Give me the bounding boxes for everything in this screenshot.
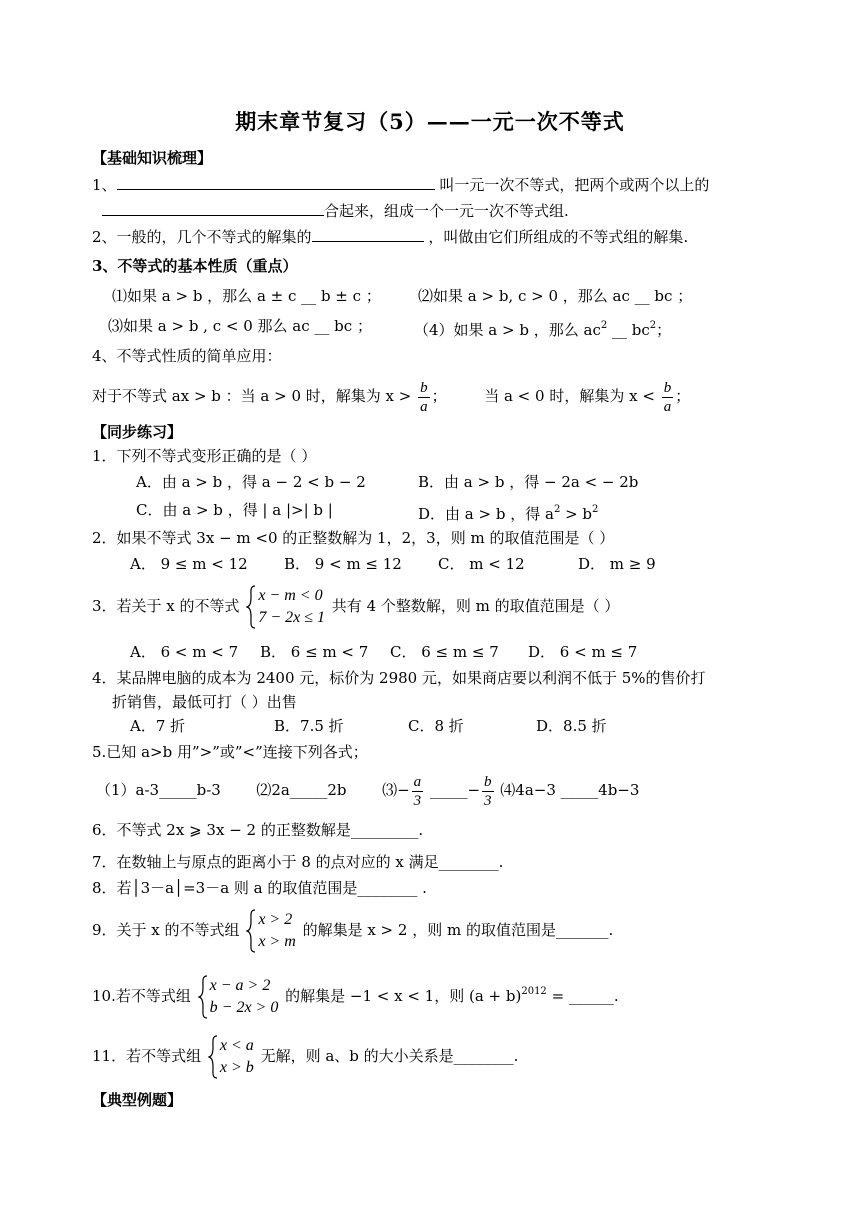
basics-q3-heading: 3、不等式的基本性质（重点）: [92, 257, 298, 275]
practice-q5-items: （1）a-3_____b-3 ⑵2a_____2b ⑶− $\frac{a}{3}$ _____− $\frac{b}{3}$ ⑷4a−3 _____4b−3: [96, 773, 640, 809]
practice-q2-option-a: A． 9 ≤ m < 12: [130, 555, 248, 573]
property-1: ⑴如果 a > b ，那么 a ± c __ b ± c ；: [112, 287, 381, 305]
practice-q2-option-d: D． m ≥ 9: [578, 555, 656, 573]
fraction-b-over-a: $\frac{b}{a}$: [420, 379, 428, 415]
practice-q1-option-b: B．由 a > b ，得 − 2a < − 2b: [418, 473, 639, 491]
left-brace-icon: [246, 585, 256, 629]
practice-q9: 9．关于 x 的不等式组 x > 2 x > m 的解集是 x > 2 ，则 m 的取值范围是_______.: [92, 904, 613, 956]
basics-q2: [92, 226, 688, 247]
answer-blank: [117, 174, 435, 190]
q-text: 2、一般的，几个不等式的解集的: [92, 228, 312, 246]
practice-q4-line2: 折销售，最低可打（ ）出售: [112, 693, 297, 711]
practice-q1-option-a: A．由 a > b ，得 a − 2 < b − 2: [136, 473, 366, 491]
fraction-b-over-3: $\frac{b}{3}$: [484, 773, 492, 809]
practice-q4-line1: 4．某品牌电脑的成本为 2400 元，标价为 2980 元，如果商店要以利润不低于 5%的售价打: [92, 669, 706, 687]
property-2: ⑵如果 a > b, c > 0 ，那么 ac __ bc ；: [418, 287, 693, 305]
answer-blank: [312, 226, 424, 242]
practice-q10: 10.若不等式组 x − a > 2 b − 2x > 0 的解集是 −1 < x < 1，则 $(a + b)^{2012}$ = ______.: [92, 966, 619, 1018]
property-3: ⑶如果 a > b , c < 0 那么 ac __ bc ；: [108, 317, 372, 335]
practice-q2: 2．如果不等式 3x − m <0 的正整数解为 1，2，3，则 m 的取值范围是（ ）: [92, 529, 615, 547]
practice-q5: 5.已知 a>b 用”>”或”<”连接下列各式；: [92, 743, 368, 761]
q-text: 叫一元一次不等式，把两个或两个以上的: [439, 176, 710, 194]
inequality-system: x < a x > b: [208, 1035, 254, 1079]
practice-q3-option-a: A． 6 < m < 7: [130, 643, 239, 661]
fraction-b-over-a: $\frac{b}{a}$: [663, 379, 672, 415]
q-text: 合起来，组成一个一元一次不等式组.: [324, 202, 569, 220]
practice-q1: 1．下列不等式变形正确的是（ ）: [92, 447, 317, 465]
practice-q1-option-d: D．由 a > b ，得 $a^2 > b^2$: [418, 504, 599, 523]
left-brace-icon: [198, 975, 208, 1019]
answer-blank: [102, 200, 324, 216]
practice-q3: 3．若关于 x 的不等式 x − m < 0 7 − 2x ≤ 1 共有 4 个整数解，则 m 的取值范围是（ ）: [92, 580, 619, 632]
practice-q1-option-c: C．由 a > b ，得 | a |>| b |: [136, 501, 333, 519]
practice-q7: 7．在数轴上与原点的距离小于 8 的点对应的 x 满足________.: [92, 853, 504, 871]
inequality-system: x − a > 2 b − 2x > 0: [198, 975, 279, 1019]
section-basics-heading: 【基础知识梳理】: [92, 149, 213, 167]
practice-q2-option-c: C． m < 12: [438, 555, 525, 573]
practice-q11: 11．若不等式组 x < a x > b 无解，则 a、b 的大小关系是________.: [92, 1030, 518, 1082]
q-number: 1、: [92, 176, 117, 194]
basics-q1-line1: [92, 174, 709, 195]
inequality-system: x − m < 0 7 − 2x ≤ 1: [246, 585, 325, 629]
practice-q4-option-d: D．8.5 折: [536, 717, 607, 735]
practice-q2-option-b: B． 9 < m ≤ 12: [284, 555, 402, 573]
basics-q1-line2: [102, 200, 569, 221]
practice-q3-option-c: C． 6 ≤ m ≤ 7: [390, 643, 499, 661]
basics-q4-application: 对于不等式 ax > b ：当 a > 0 时，解集为 x > $\frac{b}{a}$ ； 当 a < 0 时，解集为 x < $\frac{b}{a}$ ；: [92, 379, 691, 415]
property-4: （4）如果 a > b ，那么 $ac^2$ __ $bc^2$；: [414, 320, 672, 339]
left-brace-icon: [246, 909, 256, 953]
practice-q6: 6．不等式 2x ⩾ 3x − 2 的正整数解是_________.: [92, 821, 424, 839]
practice-q4-option-b: B．7.5 折: [274, 717, 344, 735]
section-examples-heading: 【典型例题】: [92, 1091, 183, 1109]
fraction-a-over-3: $\frac{a}{3}$: [413, 773, 422, 809]
inequality-system: x > 2 x > m: [246, 909, 295, 953]
practice-q3-option-d: D． 6 < m ≤ 7: [528, 643, 638, 661]
basics-q4: 4、不等式性质的简单应用：: [92, 347, 282, 365]
practice-q4-option-a: A．7 折: [130, 717, 186, 735]
page-title: 期末章节复习（5）——一元一次不等式: [235, 109, 625, 134]
practice-q8: 8．若│3－a│=3－a 则 a 的取值范围是________ .: [92, 879, 427, 897]
practice-q4-option-c: C．8 折: [408, 717, 464, 735]
q-text: ，叫做由它们所组成的不等式组的解集.: [428, 228, 689, 246]
practice-q3-option-b: B． 6 ≤ m < 7: [260, 643, 369, 661]
section-practice-heading: 【同步练习】: [92, 423, 183, 441]
left-brace-icon: [208, 1035, 218, 1079]
